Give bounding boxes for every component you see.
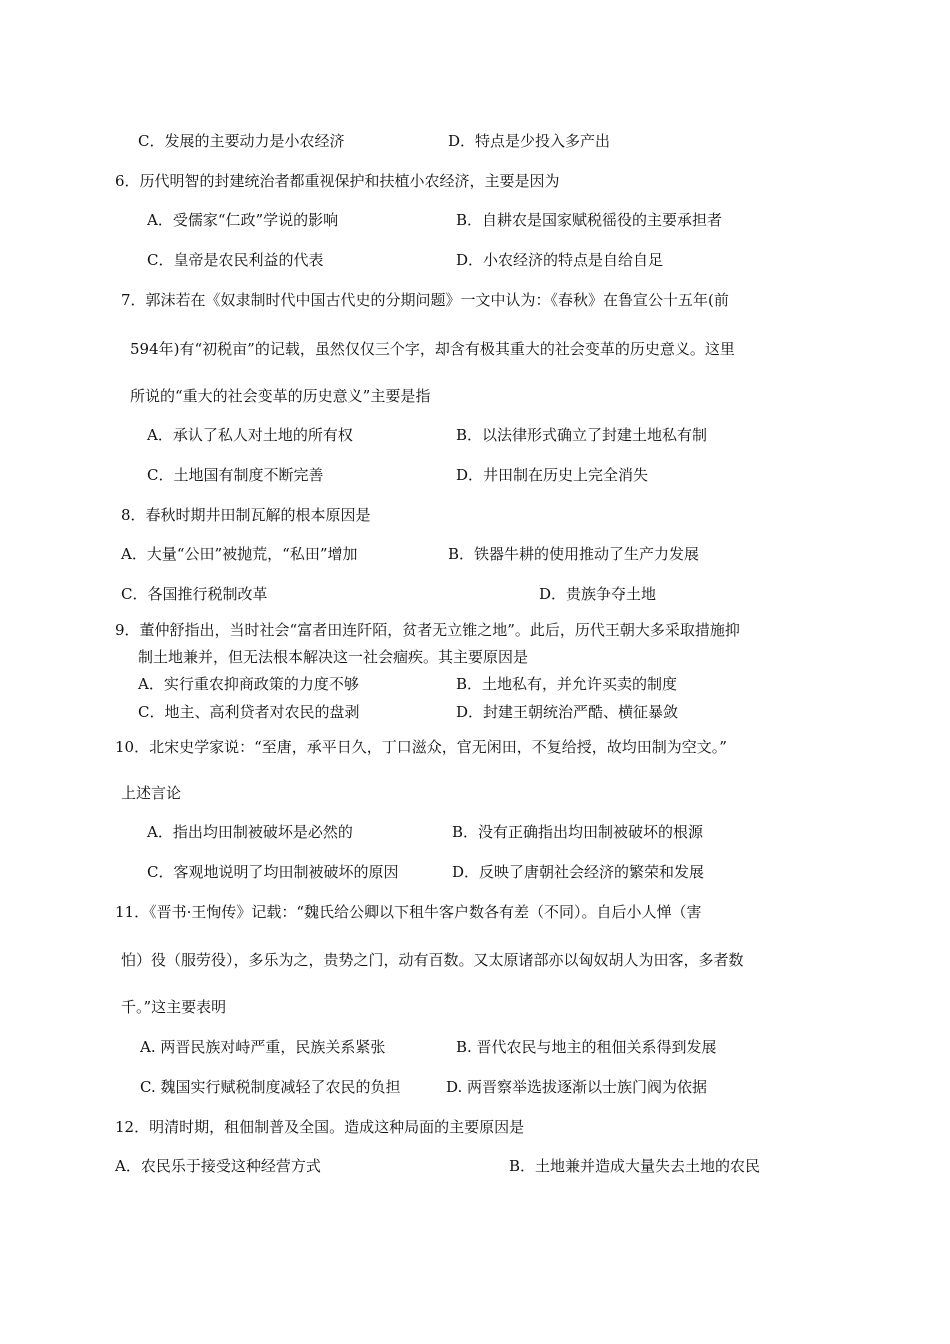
- q9-option-a: A．实行重农抑商政策的力度不够: [138, 675, 359, 693]
- q7-option-b: B．以法律形式确立了封建土地私有制: [456, 426, 708, 444]
- q7-stem-line3: 所说的“重大的社会变革的历史意义”主要是指: [130, 387, 431, 405]
- q8-option-a: A．大量“公田”被抛荒，“私田”增加: [121, 545, 358, 563]
- q11-option-a: A. 两晋民族对峙严重，民族关系紧张: [140, 1038, 386, 1056]
- q9-option-b: B．土地私有，并允许买卖的制度: [456, 675, 678, 693]
- q11-option-b: B. 晋代农民与地主的租佃关系得到发展: [456, 1038, 717, 1056]
- q5-option-c: C．发展的主要动力是小农经济: [138, 132, 345, 150]
- q9-stem-line2: 制土地兼并，但无法根本解决这一社会痼疾。其主要原因是: [138, 648, 529, 666]
- q8-option-c: C．各国推行税制改革: [121, 585, 268, 603]
- q6-stem: 6．历代明智的封建统治者都重视保护和扶植小农经济，主要是因为: [115, 172, 560, 190]
- q9-option-c: C．地主、高利贷者对农民的盘剥: [138, 703, 360, 721]
- q10-option-a: A．指出均田制被破坏是必然的: [147, 823, 353, 841]
- q7-stem-line1: 7．郭沫若在《奴隶制时代中国古代史的分期问题》一文中认为：《春秋》在鲁宣公十五年(前: [121, 291, 729, 309]
- q11-stem-line1: 11．《晋书·王恂传》记载：“魏氏给公卿以下租牛客户数各有差（不同）。自后小人惮（害: [115, 903, 702, 921]
- q7-option-c: C．土地国有制度不断完善: [147, 466, 324, 484]
- q6-option-a: A．受儒家“仁政”学说的影响: [147, 211, 339, 229]
- q11-option-c: C. 魏国实行赋税制度减轻了农民的负担: [140, 1078, 401, 1096]
- q9-option-d: D．封建王朝统治严酷、横征暴敛: [456, 703, 679, 721]
- q5-option-d: D．特点是少投入多产出: [448, 132, 611, 150]
- q11-option-d: D. 两晋察举选拔逐渐以士族门阀为依据: [446, 1078, 708, 1096]
- q7-option-a: A．承认了私人对土地的所有权: [147, 426, 353, 444]
- q11-stem-line3: 千。”这主要表明: [121, 998, 227, 1016]
- q6-option-b: B．自耕农是国家赋税徭役的主要承担者: [456, 211, 723, 229]
- q12-option-b: B．土地兼并造成大量失去土地的农民: [509, 1157, 761, 1175]
- q8-option-d: D．贵族争夺土地: [539, 585, 657, 603]
- q6-option-c: C．皇帝是农民利益的代表: [147, 251, 324, 269]
- q10-option-c: C．客观地说明了均田制被破坏的原因: [147, 863, 399, 881]
- q7-stem-line2: 594年)有“初税亩”的记载，虽然仅仅三个字，却含有极其重大的社会变革的历史意义。这里: [130, 340, 735, 358]
- q12-option-a: A．农民乐于接受这种经营方式: [115, 1157, 321, 1175]
- q8-option-b: B．铁器牛耕的使用推动了生产力发展: [448, 545, 700, 563]
- q10-stem-line2: 上述言论: [121, 784, 182, 802]
- q8-stem: 8．春秋时期井田制瓦解的根本原因是: [121, 506, 371, 524]
- q10-option-d: D．反映了唐朝社会经济的繁荣和发展: [452, 863, 705, 881]
- q9-stem-line1: 9．董仲舒指出，当时社会“富者田连阡陌，贫者无立锥之地”。此后，历代王朝大多采取措施抑: [115, 621, 740, 639]
- q11-stem-line2: 怕）役（服劳役），多乐为之，贵势之门，动有百数。又太原诸部亦以匈奴胡人为田客，多者数: [121, 951, 744, 969]
- q6-option-d: D．小农经济的特点是自给自足: [456, 251, 664, 269]
- q7-option-d: D．井田制在历史上完全消失: [456, 466, 649, 484]
- q10-option-b: B．没有正确指出均田制被破坏的根源: [452, 823, 704, 841]
- q10-stem-line1: 10．北宋史学家说：“至唐，承平日久，丁口滋众，官无闲田，不复给授，故均田制为空文。”: [115, 738, 727, 756]
- q12-stem: 12．明清时期，租佃制普及全国。造成这种局面的主要原因是: [115, 1118, 525, 1136]
